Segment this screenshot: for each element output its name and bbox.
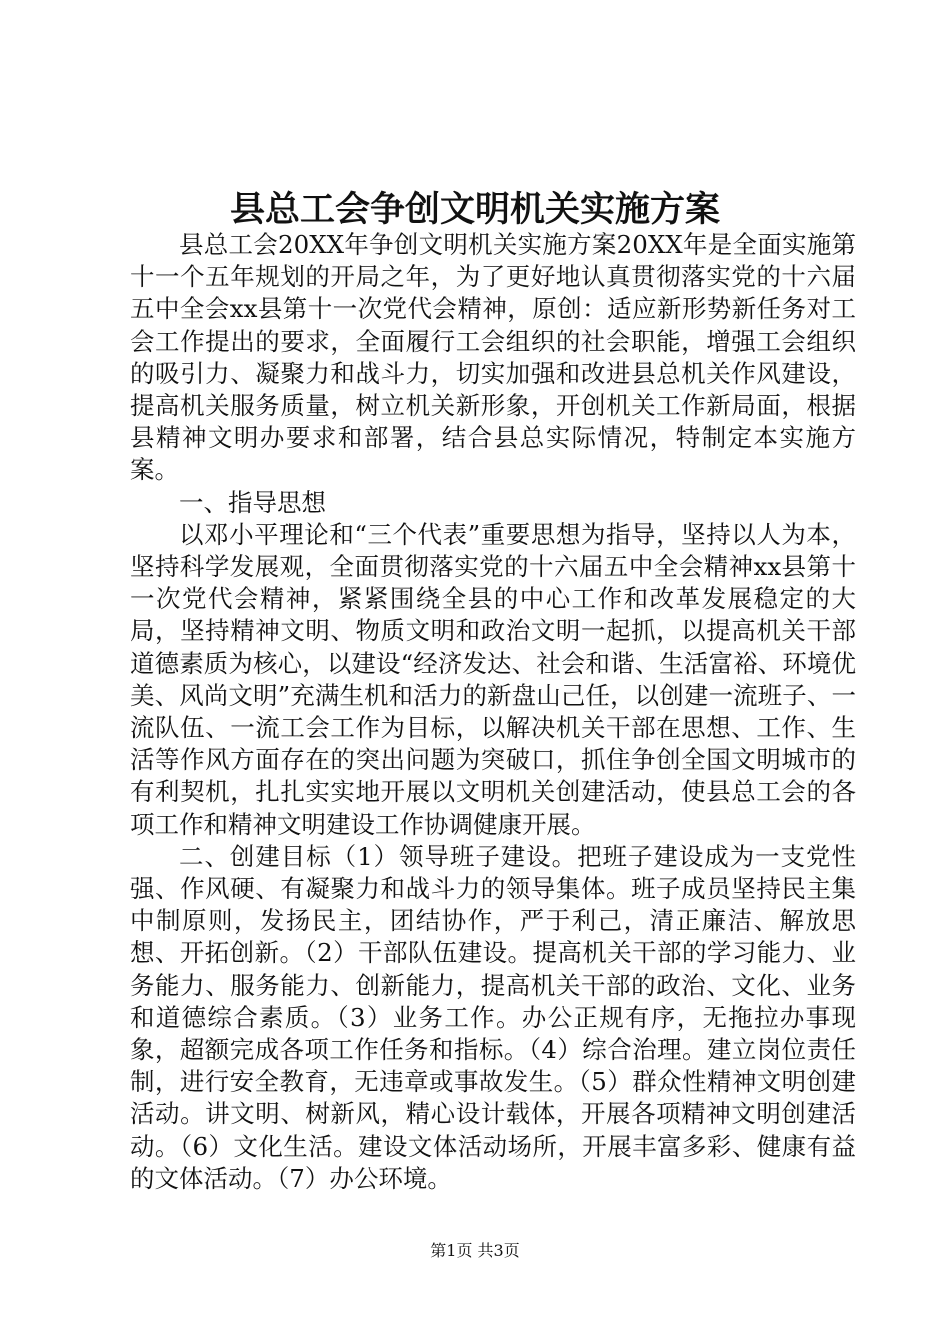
document-body xyxy=(130,229,856,1195)
section-heading-guiding-ideology: 一、指导思想 xyxy=(179,487,326,517)
intro-paragraph: 县总工会20XX年争创文明机关实施方案20XX年是全面实施第十一个五年规划的开局之年，为了更好地认真贯彻落实党的十六届五中全会xx县第十一次党代会精神，原创：适应新形势新任务对工会工作提出的要求，全面履行工会组织的社会职能，增强工会组织的吸引力、凝聚力和战斗力，切实加强和改进县总机关作风建设，提高机关服务质量，树立机关新形象，开创机关工作新局面，根据县精神文明办要求和部署，结合县总实际情况，特制定本实施方案。 xyxy=(130,230,856,485)
creation-goals-paragraph: 二、创建目标（1）领导班子建设。把班子建设成为一支党性强、作风硬、有凝聚力和战斗力的领导集体。班子成员坚持民主集中制原则，发扬民主，团结协作，严于利己，清正廉洁、解放思想、开拓创新。（2）干部队伍建设。提高机关干部的学习能力、业务能力、服务能力、创新能力，提高机关干部的政治、文化、业务和道德综合素质。（3）业务工作。办公正规有序，无拖拉办事现象，超额完成各项工作任务和指标。（4）综合治理。建立岗位责任制，进行安全教育，无违章或事故发生。（5）群众性精神文明创建活动。讲文明、树新风，精心设计载体，开展各项精神文明创建活动。（6）文化生活。建设文体活动场所，开展丰富多彩、健康有益的文体活动。（7）办公环境。 xyxy=(130,841,856,1193)
guiding-ideology-paragraph: 以邓小平理论和“三个代表”重要思想为指导，坚持以人为本，坚持科学发展观，全面贯彻落实党的十六届五中全会精神xx县第十一次党代会精神，紧紧围绕全县的中心工作和改革发展稳定的大局，坚持精神文明、物质文明和政治文明一起抓，以提高机关干部道德素质为核心，以建设“经济发达、社会和谐、生活富裕、环境优美、风尚文明”充满生机和活力的新盘山己任，以创建一流班子、一流队伍、一流工会工作为目标，以解决机关干部在思想、工作、生活等作风方面存在的突出问题为突破口，抓住争创全国文明城市的有利契机，扎扎实实地开展以文明机关创建活动，使县总工会的各项工作和精神文明建设工作协调健康开展。 xyxy=(130,519,856,839)
page-footer: 第1页 共3页 xyxy=(430,1241,520,1260)
document-title: 县总工会争创文明机关实施方案 xyxy=(229,189,720,230)
